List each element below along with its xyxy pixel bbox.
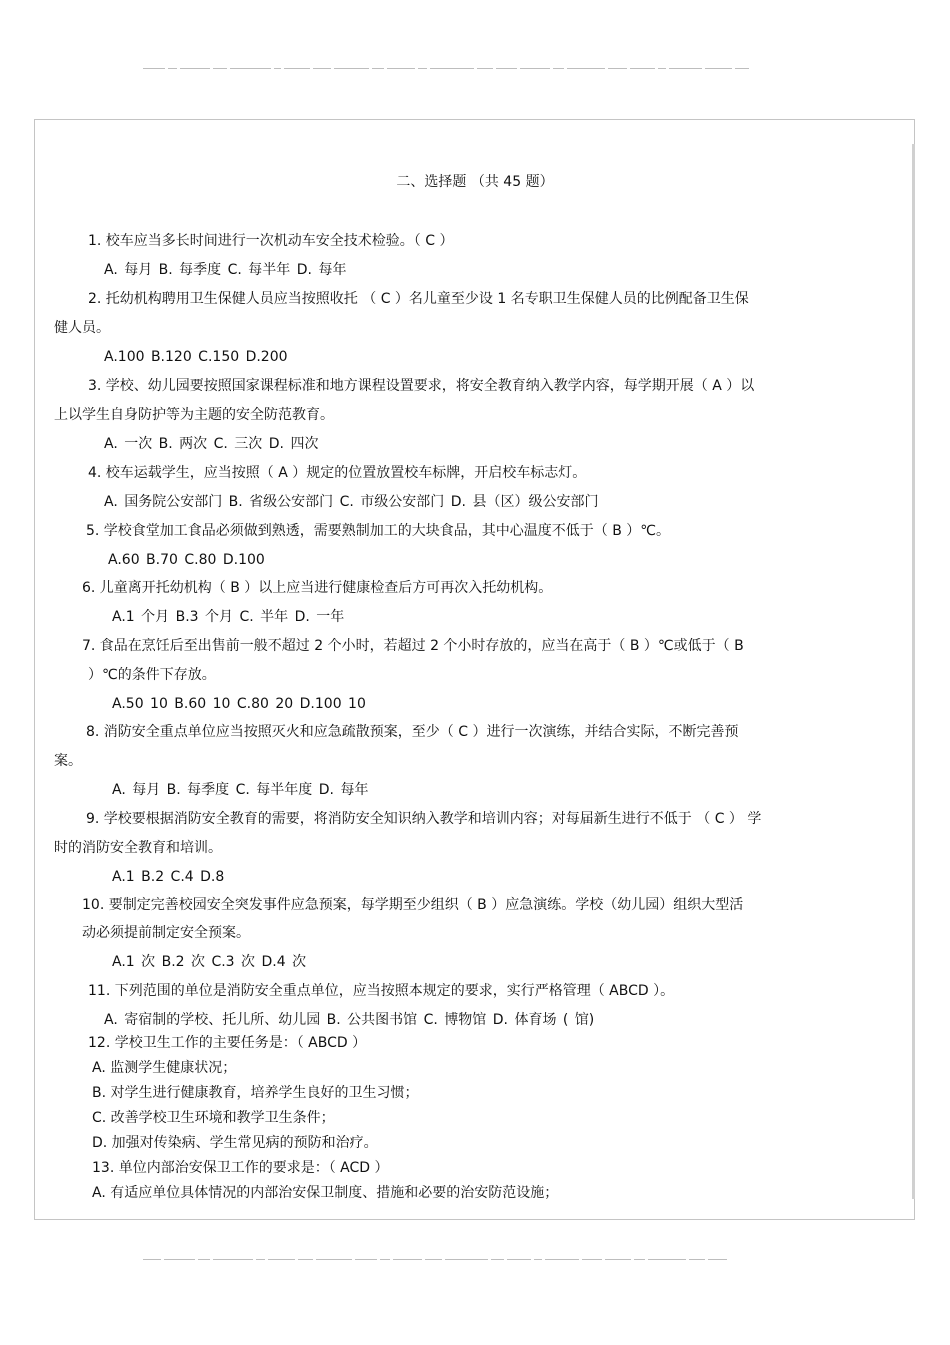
options-1: A. 每月 B. 每季度 C. 每半年 D. 每年 <box>104 262 347 278</box>
question-13: 13. 单位内部治安保卫工作的要求是：（ ACD ） <box>92 1160 389 1176</box>
option-12a: A. 监测学生健康状况； <box>92 1060 237 1076</box>
options-7: A.50 10 B.60 10 C.80 20 D.100 10 <box>112 696 366 712</box>
option-12c: C. 改善学校卫生环境和教学卫生条件； <box>92 1110 335 1126</box>
options-2: A.100 B.120 C.150 D.200 <box>104 349 288 365</box>
options-9: A.1 B.2 C.4 D.8 <box>112 869 225 885</box>
option-12b: B. 对学生进行健康教育，培养学生良好的卫生习惯； <box>92 1085 419 1101</box>
question-2: 2. 托幼机构聘用卫生保健人员应当按照收托 （ C ）名儿童至少设 1 名专职卫生保健人员的比例配备卫生保 <box>88 291 749 307</box>
options-3: A. 一次 B. 两次 C. 三次 D. 四次 <box>104 436 319 452</box>
option-12d: D. 加强对传染病、学生常见病的预防和治疗。 <box>92 1135 378 1151</box>
question-10-cont: 动必须提前制定安全预案。 <box>82 925 250 941</box>
options-4: A. 国务院公安部门 B. 省级公安部门 C. 市级公安部门 D. 县（区）级公安部门 <box>104 494 599 510</box>
question-11: 11. 下列范围的单位是消防安全重点单位，应当按照本规定的要求，实行严格管理（ ABCD ）。 <box>88 983 675 999</box>
question-8: 8. 消防安全重点单位应当按照灭火和应急疏散预案，至少（ C ）进行一次演练，并结合实际，不断完善预 <box>86 724 739 740</box>
question-6: 6. 儿童离开托幼机构（ B ）以上应当进行健康检查后方可再次入托幼机构。 <box>82 580 553 596</box>
options-11: A. 寄宿制的学校、托儿所、幼儿园 B. 公共图书馆 C. 博物馆 D. 体育场 ( 馆) <box>104 1012 595 1028</box>
options-8: A. 每月 B. 每季度 C. 每半年度 D. 每年 <box>112 782 369 798</box>
question-3: 3. 学校、幼儿园要按照国家课程标准和地方课程设置要求，将安全教育纳入教学内容，每学期开展（ A ）以 <box>88 378 755 394</box>
question-7: 7. 食品在烹饪后至出售前一般不超过 2 个小时，若超过 2 个小时存放的，应当在高于（ B ）℃或低于（ B <box>82 638 744 654</box>
section-title: 二、选择题 （共 45 题） <box>396 174 554 190</box>
question-7-cont: ）℃的条件下存放。 <box>88 667 216 683</box>
question-8-cont: 案。 <box>54 753 82 769</box>
question-5: 5. 学校食堂加工食品必须做到熟透，需要熟制加工的大块食品，其中心温度不低于（ B ）℃。 <box>86 523 671 539</box>
options-10: A.1 次 B.2 次 C.3 次 D.4 次 <box>112 954 307 970</box>
question-10: 10. 要制定完善校园安全突发事件应急预案，每学期至少组织（ B ）应急演练。学校（幼儿园）组织大型活 <box>82 897 744 913</box>
question-4: 4. 校车运载学生，应当按照（ A ）规定的位置放置校车标牌，开启校车标志灯。 <box>88 465 587 481</box>
question-2-cont: 健人员。 <box>54 320 110 336</box>
page-edge-shadow <box>912 144 915 1199</box>
question-12: 12. 学校卫生工作的主要任务是：（ ABCD ） <box>88 1035 367 1051</box>
options-6: A.1 个月 B.3 个月 C. 半年 D. 一年 <box>112 609 345 625</box>
option-13a: A. 有适应单位具体情况的内部治安保卫制度、措施和必要的治安防范设施； <box>92 1185 559 1201</box>
question-9: 9. 学校要根据消防安全教育的需要，将消防安全知识纳入教学和培训内容；对每届新生进行不低于 （ C ） 学 <box>86 811 762 827</box>
question-1: 1. 校车应当多长时间进行一次机动车安全技术检验。（ C ） <box>88 233 454 249</box>
footer-noise-strip <box>143 1259 805 1261</box>
header-noise-strip <box>143 68 805 70</box>
options-5: A.60 B.70 C.80 D.100 <box>108 552 265 568</box>
question-9-cont: 时的消防安全教育和培训。 <box>54 840 222 856</box>
question-3-cont: 上以学生自身防护等为主题的安全防范教育。 <box>54 407 334 423</box>
